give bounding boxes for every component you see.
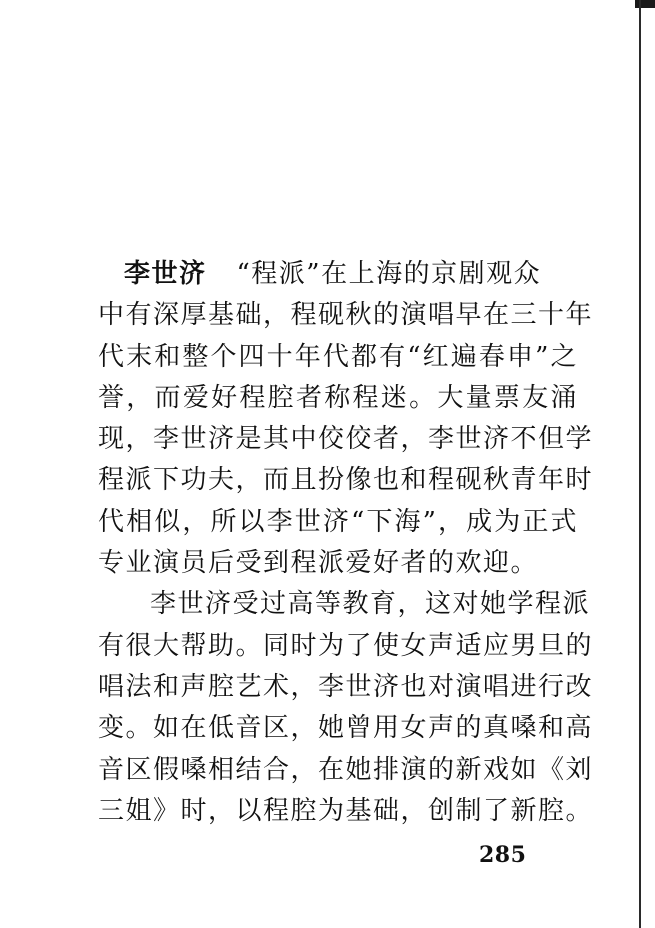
- text-line-4: 誉，而爱好程腔者称程迷。大量票友涌: [98, 382, 578, 413]
- page-number: 285: [479, 842, 527, 868]
- text-line-14: 三姐》时，以程腔为基础，创制了新腔。: [98, 795, 594, 826]
- page-edge-top-mark: [635, 0, 655, 8]
- text-line-12: 变。如在低音区，她曾用女声的真嗓和高: [98, 713, 594, 744]
- text-line-1: [98, 254, 578, 295]
- text-line-7: 代相似，所以李世济“下海”，成为正式: [98, 506, 578, 537]
- text-line-10: 有很大帮助。同时为了使女声适应男旦的: [98, 630, 594, 661]
- text-line-8: 专业演员后受到程派爱好者的欢迎。: [98, 548, 539, 579]
- text-line-1-rest: “程派”在上海的京剧观众: [236, 259, 542, 289]
- text-line-6: 程派下功夫，而且扮像也和程砚秋青年时: [98, 465, 594, 496]
- text-line-5: 现，李世济是其中佼佼者，李世济不但学: [98, 424, 594, 455]
- text-line-9: 李世济受过高等教育，这对她学程派: [150, 589, 591, 620]
- page-edge-line: [639, 0, 641, 928]
- name-heading: 李世济: [124, 259, 207, 289]
- article-body: [98, 254, 594, 832]
- text-line-13: 音区假嗓相结合，在她排演的新戏如《刘: [98, 754, 594, 785]
- text-line-3: 代末和整个四十年代都有“红遍春申”之: [98, 341, 578, 372]
- text-line-11: 唱法和声腔艺术，李世济也对演唱进行改: [98, 671, 594, 702]
- text-line-2: 中有深厚基础，程砚秋的演唱早在三十年: [98, 300, 594, 331]
